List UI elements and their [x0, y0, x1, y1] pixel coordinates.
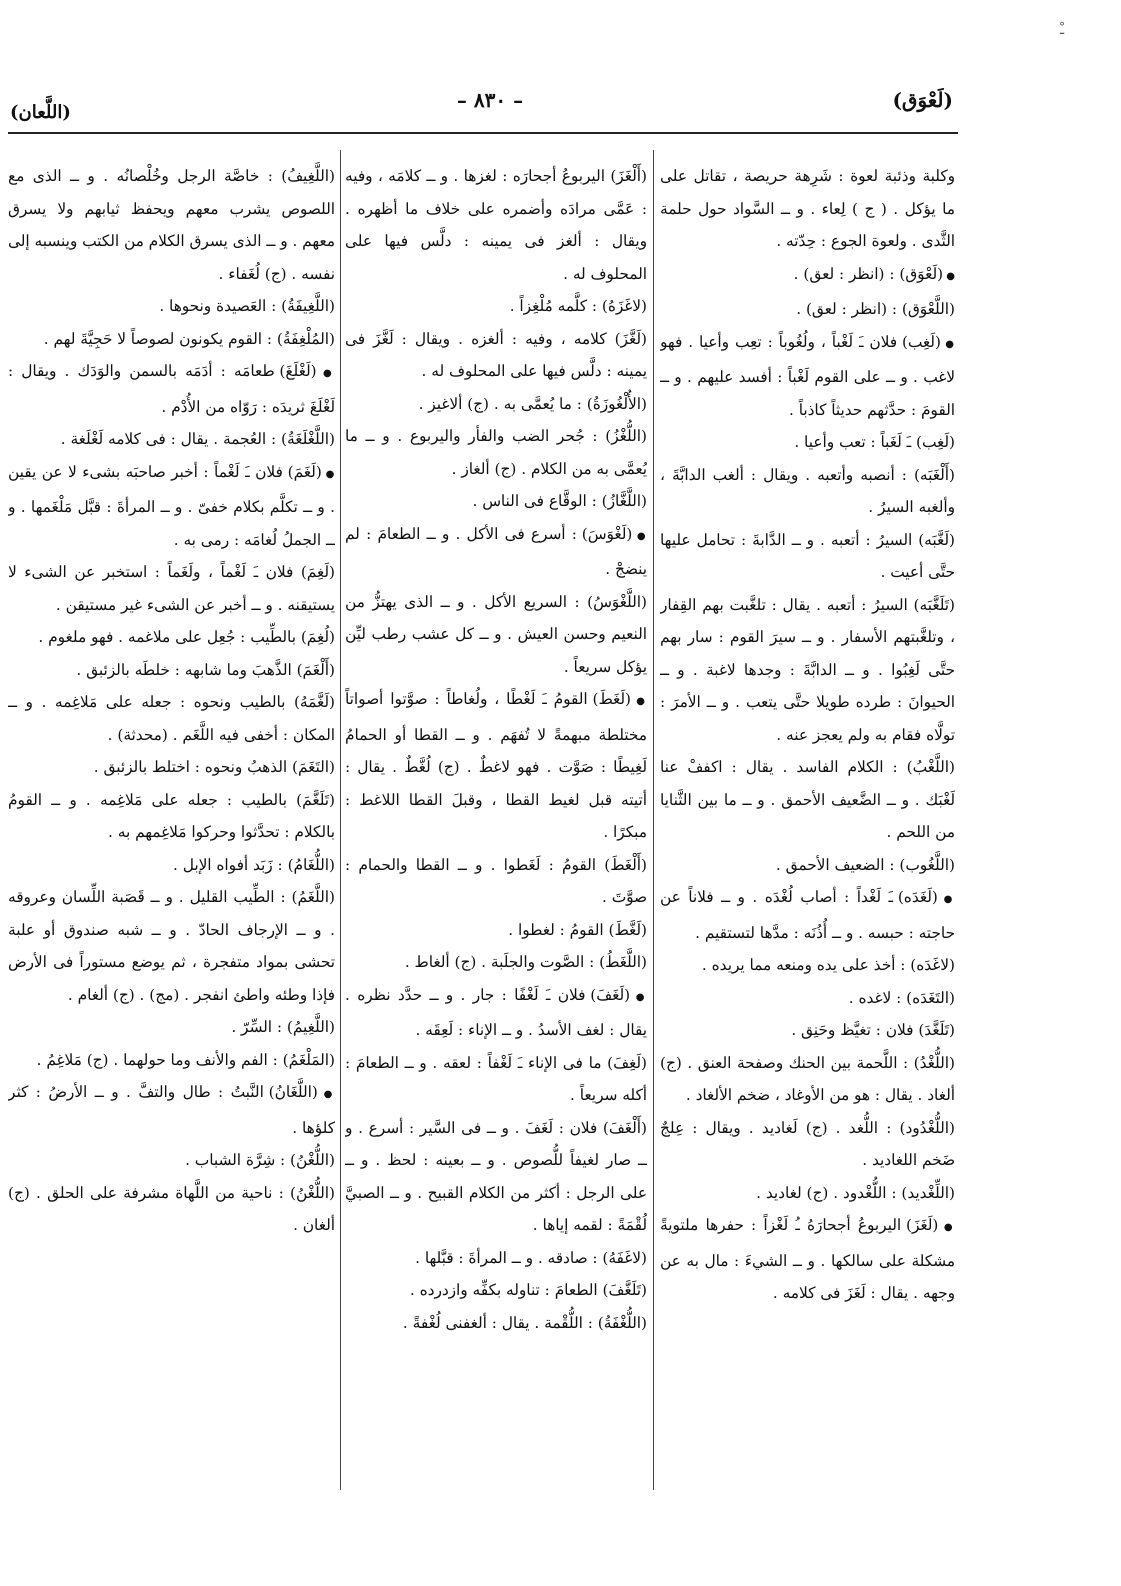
- dictionary-entry: (لَغَّبَه) السيرُ : أتعبه . و ــ الدَّابةَ : تحامل عليها حتَّى أعيت .: [660, 530, 955, 581]
- dictionary-entry: (اللُّغَامُ) : زَبَد أفواه الإبل .: [173, 855, 335, 874]
- dictionary-entry: (لاغَفَهُ) : صادقه . و ــ المرأةَ : قبَّلها .: [415, 1248, 647, 1267]
- corner-mark: ﹿ: [1060, 22, 1065, 38]
- dictionary-entry: (اللَّغِيفَةُ) : العَصيدة ونحوها .: [159, 297, 335, 315]
- dictionary-entry: (أَلْغَمَ) الذَّهبَ وما شابهه : خلطَه بالزئبق .: [76, 660, 335, 679]
- dictionary-entry: (لَغِب) ـَ لَغَباً : تعب وأعيا .: [794, 433, 955, 451]
- dictionary-entry: ● (لَغِب) فلان ـَ لَغْباً ، ولُغُوباً : تعِب وأعيا . فهو لاغب . و ــ على القوم لَغْباً : أفسد عليهم . و ــ القومَ : حدَّثهم حديثاً كاذباً .: [660, 326, 955, 427]
- dictionary-entry: (لَغِمَ) فلان ـَ لَغْماً ، ولَغَماً : استخبر عن الشىء لا يستيقنه . و ــ أخبر عن الشىء غير مستيقن .: [8, 563, 335, 614]
- dictionary-entry: (اللُّغْفَةُ) : اللُّقْمة . يقال : ألغفنى لُغْفةً .: [402, 1313, 647, 1332]
- page-number: – ٨٣٠ –: [456, 88, 524, 112]
- header-rule: [8, 132, 958, 134]
- dictionary-entry: (أَلْغَزَ) اليربوعُ أجحارَه : لغزها . و ــ كلامَه ، وفيه : عَمَّى مرادَه وأضمره على خلاف ما أظهره . ويقال : ألغز فى يمينه : دلَّس فيها على المحلوف له .: [345, 167, 647, 283]
- column-right: [660, 160, 955, 1490]
- column-left: [8, 160, 335, 1490]
- dictionary-entry: (تَلَغَّمَ) بالطيب : جعله على مَلاغِمه . و ــ القومُ بالكلام : تحدَّثوا وحركوا مَلاغِمهم به .: [8, 790, 335, 841]
- dictionary-entry: ● (لَغَفَ) فلان ـَ لَغْفًا : جار . و ــ حدَّد نظره . يقال : لغف الأسدُ . و ــ الإناء : لَعِقَه .: [345, 979, 647, 1047]
- dictionary-entry: (المَلْغَمُ) : الفم والأنف وما حولهما . (ج) مَلاغِمُ .: [36, 1050, 335, 1069]
- dictionary-entry: (اللِّغْديد) : اللُّغْدود . (ج) لغاديد .: [756, 1183, 955, 1202]
- dictionary-entry: ● (اللَّغَانُ) النَّبتُ : طال والتفَّ . و ــ الأرضُ : كثر كلؤها .: [8, 1076, 335, 1144]
- dictionary-entry: (اللُّغْدُ) : اللَّحمة بين الحنك وصفحة العنق . (ج) ألغاد . يقال : هو من الأوغاد ، ضخم الألغاد .: [660, 1053, 955, 1104]
- dictionary-entry: (لَغِفَ) ما فى الإناء ـَ لَغْفاً : لعقه . و ــ الطعامَ : أكله سريعاً .: [345, 1053, 647, 1104]
- dictionary-entry: (اللُّغْزُ) : جُحر الضب والفأر واليربوع . و ــ ما يُعمَّى به من الكلام . (ج) ألغاز .: [345, 427, 647, 478]
- dictionary-entry: وكلبة وذئبة لعوة : شَرِهة حريصة ، تقاتل على ما يؤكل . ( ج ) لِعاء . و ــ السَّواد حول حلمة الثَّدى . ولعوة الجوع : حِدّته .: [660, 167, 955, 250]
- dictionary-entry: (اللَّغِيمُ) : السِّرّ .: [231, 1018, 335, 1036]
- dictionary-entry: ● (لَغْلَغَ) طعامَه : أدَمَه بالسمن والوَدَك . ويقال : لَغْلَغَ ثريدَه : رَوّاه من الأُدْم .: [8, 355, 335, 423]
- dictionary-entry: (المُلْغِفَةُ) : القوم يكونون لصوصاً لا حَجِيَّةَ لهم .: [43, 329, 335, 348]
- dictionary-entry: (لَغَّمَهُ) بالطيب ونحوه : جعله على مَلاغِمه . و ــ المكان : أخفى فيه اللَّغَم . (محدثة) .: [8, 693, 335, 744]
- dictionary-entry: (اللُّغْدُود) : اللُّغد . (ج) لَغاديد . ويقال : عِلجٌ ضَخم اللغاديد .: [660, 1118, 955, 1169]
- dictionary-entry: (أَلْغَبَه) : أنصبه وأتعبه . ويقال : ألغب الدابَّةَ ، وألغبه السيرُ .: [660, 465, 955, 516]
- dictionary-entry: (اللَّغْوَسُ) : السريع الأكل . و ــ الذى يهتزُّ من النعيم وحسن العيش . و ــ كل عشب رطب ليِّن يؤكل سريعاً .: [345, 592, 647, 676]
- header-keyword-right: (لَعْوَق): [892, 88, 953, 112]
- dictionary-entry: (تَلَغَّدَ) فلان : تغيَّظ وحَنِق .: [791, 1021, 955, 1039]
- dictionary-entry: (لُغِمَ) بالطِّيب : جُعِل على ملاغمه . فهو ملغوم .: [38, 628, 335, 646]
- dictionary-entry: (أَلْغَطَ) القومُ : لَغَطوا . و ــ القطا والحمام : صوَّتَ .: [345, 855, 647, 906]
- dictionary-entry: (اللَّعْوَق) : (انظر : لعق) .: [796, 300, 955, 318]
- dictionary-entry: (تَلَغَّفَ) الطعامَ : تناوله بكفِّه وازدرده .: [409, 1281, 647, 1299]
- dictionary-entry: (اللَّغِيفُ) : خاصَّة الرجل وخُلْصانُه . و ــ الذى مع اللصوص يشرب معهم ويحفظ ثيابهم ولا يسرق معهم . و ــ الذى يسرق الكلام من الكتب وينسبه إلى نفسه . (ج) لُغَفاء .: [8, 167, 335, 283]
- dictionary-entry: (اللَّغَّازُ) : الوقَّاع فى الناس .: [472, 492, 647, 510]
- dictionary-entry: ● (لَعْوَق) : (انظر : لعق) .: [660, 258, 955, 294]
- dictionary-entry: (اللَّغُوب) : الضعيف الأحمق .: [775, 855, 955, 874]
- dictionary-entry: ● (لَغَزَ) اليربوعُ أجحارَهُ ـُ لَغْزاً : حفرها ملتويةً مشكلة على سالكها . و ــ الشيءَ : مال به عن وجهه . يقال : لَغَزَ فى كلامه .: [660, 1209, 955, 1310]
- dictionary-entry: ● (لَغْوَسَ) : أسرع فى الأكل . و ــ الطعامَ : لم ينضجْ .: [345, 518, 647, 586]
- dictionary-entry: (اللَّغْبُ) : الكلام الفاسد . يقال : اكففْ عنا لَغْبَك . و ــ الضَّعيف الأحمق . و ــ ما بين الثَّنايا من اللحم .: [660, 758, 955, 841]
- dictionary-entry: ● (لَغَمَ) فلان ـَ لَغْماً : أخبر صاحبَه بشىء لا عن يقين . و ــ تكلَّم بكلام خفىّ . و ــ المرأةَ : قبَّل مَلْغَمها . و ــ الجملُ لُغامَه : رمى به .: [8, 456, 335, 557]
- dictionary-entry: (اللُّغْنُ) : شِرَّة الشباب .: [185, 1151, 335, 1169]
- dictionary-entry: (اللُّغْنُ) : ناحية من اللَّهاة مشرفة على الحلق . (ج) ألغان .: [8, 1183, 335, 1234]
- header-keyword-left: (اللَّعان): [10, 102, 71, 123]
- dictionary-entry: (اللَّغَطُ) : الصَّوت والجلَبة . (ج) ألغاط .: [404, 953, 647, 971]
- dictionary-entry: (اللَّغْلَغَةُ) : العُجمة . يقال : فى كلامه لَغْلَغة .: [60, 430, 335, 448]
- dictionary-entry: (لاغَدَه) : أخذ على يده ومنعه مما يريده .: [701, 956, 955, 974]
- column-middle: [345, 160, 647, 1490]
- dictionary-entry: (التَغَمَ) الذهبُ ونحوه : اختلط بالزئبق .: [93, 758, 335, 776]
- dictionary-entry: (لَغَّطَ) القومُ : لغطوا .: [508, 920, 647, 939]
- dictionary-entry: ● (لَغَدَه) ـَ لَغْداً : أصاب لُغْدَه . و ــ فلاناً عن حاجته : حبسه . و ــ أُذُنَه : مدَّها لتستقيم .: [660, 881, 955, 949]
- column-separator: [653, 150, 654, 1490]
- dictionary-entry: (التَغَدَه) : لاغده .: [848, 988, 955, 1007]
- dictionary-entry: (تَلَغَّبَه) السيرُ : أتعبه . يقال : تلغَّبت بهم القِفار ، وتلغَّبتهم الأسفار . و ــ سيرَ القوم : سار بهم حتَّى لَغِبُوا . و ــ الدابَّةَ : وجدها لاغبة . و ــ الحيوانَ : طرده طويلا حتَّى يتعب . و ــ الأمرَ : تولَّاه فقام به ولم يعجز عنه .: [660, 595, 955, 744]
- column-separator: [340, 150, 341, 1490]
- page-header: [0, 88, 1121, 128]
- dictionary-entry: (أَلْغَفَ) فلان : لَغَفَ . و ــ فى السَّير : أسرع . و ــ صار لغيفاً للُّصوص . و ــ بعينه : لحظ . و ــ على الرجل : أكثر من الكلام القبيح . و ــ الصبيَّ لُقْمَةً : لقمه إياها .: [345, 1118, 647, 1234]
- dictionary-entry: (الأُلْغُوزَةُ) : ما يُعمَّى به . (ج) ألاغيز .: [418, 394, 647, 413]
- dictionary-entry: (لَغَّزَ) كلامه ، وفيه : ألغزه . ويقال : لَغَّزَ فى يمينه : دلَّس فيها على المحلوف له .: [345, 329, 647, 380]
- dictionary-entry: ● (لَغَطَ) القومُ ـَ لَغْطًا ، ولُغاطاً : صوَّتوا أصواتاً مختلطة مبهمةً لا تُفهَم . و ــ القطا أو الحمامُ لَغِيطًا : صَوَّت . فهو لاغطٌ . (ج) لُغَّطٌ . يقال : أتيته قبل لغيط القطا ، وقبلَ القطا اللاغط : مبكرًا .: [345, 683, 647, 849]
- dictionary-entry: (لاغَزَهُ) : كلَّمه مُلْغِزاً .: [509, 297, 647, 315]
- dictionary-entry: (اللَّغَمُ) : الطِّيب القليل . و ــ قَصَبة اللِّسان وعروقه . و ــ الإرجاف الحادّ . و ــ شبه صندوق أو علبة تحشى بمواد متفجرة ، ثم يوضع مستوراً فى الأرض فإذا وطئه واطئ انفجر . (مج) . (ج) ألغام .: [8, 888, 335, 1004]
